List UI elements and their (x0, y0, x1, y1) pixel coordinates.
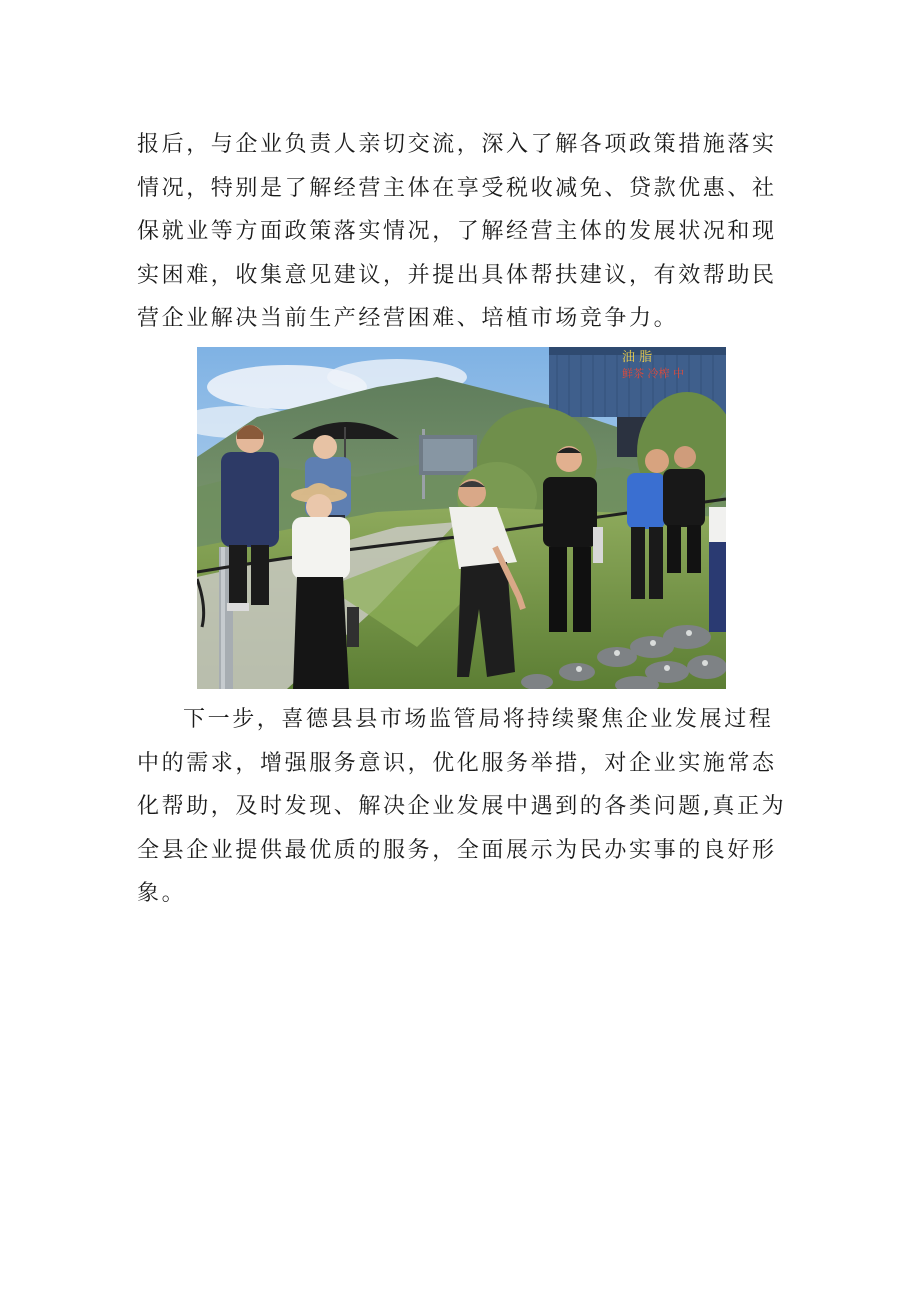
paragraph-line: 中的需求，增强服务意识，优化服务举措，对企业实施常态 (137, 750, 777, 776)
paragraph-line: 保就业等方面政策落实情况，了解经营主体的发展状况和现 (137, 219, 777, 244)
paragraph-line: 全县企业提供最优质的服务，全面展示为民办实事的良好形 (137, 837, 777, 863)
paragraph-line: 化帮助，及时发现、解决企业发展中遇到的各类问题,真正为 (137, 794, 787, 819)
paragraph-line: 报后，与企业负责人亲切交流，深入了解各项政策措施落实 (137, 132, 777, 157)
paragraph-line: 象。 (137, 881, 187, 906)
paragraph-line: 情况，特别是了解经营主体在享受税收减免、贷款优惠、社 (137, 175, 777, 201)
paragraph-line: 实困难，收集意见建议，并提出具体帮扶建议，有效帮助民 (137, 262, 777, 288)
field-inspection-photo (197, 347, 726, 689)
building-banner-text: 鲜茶 冷榨 中 (622, 367, 684, 380)
building-sign-text: 油 脂 (622, 350, 653, 365)
paragraph-line: 营企业解决当前生产经营困难、培植市场竞争力。 (137, 306, 679, 331)
paragraph-policy-exchange (137, 123, 789, 341)
paragraph-next-steps (137, 698, 789, 916)
paragraph-line: 下一步，喜德县县市场监管局将持续聚焦企业发展过程 (183, 707, 774, 732)
